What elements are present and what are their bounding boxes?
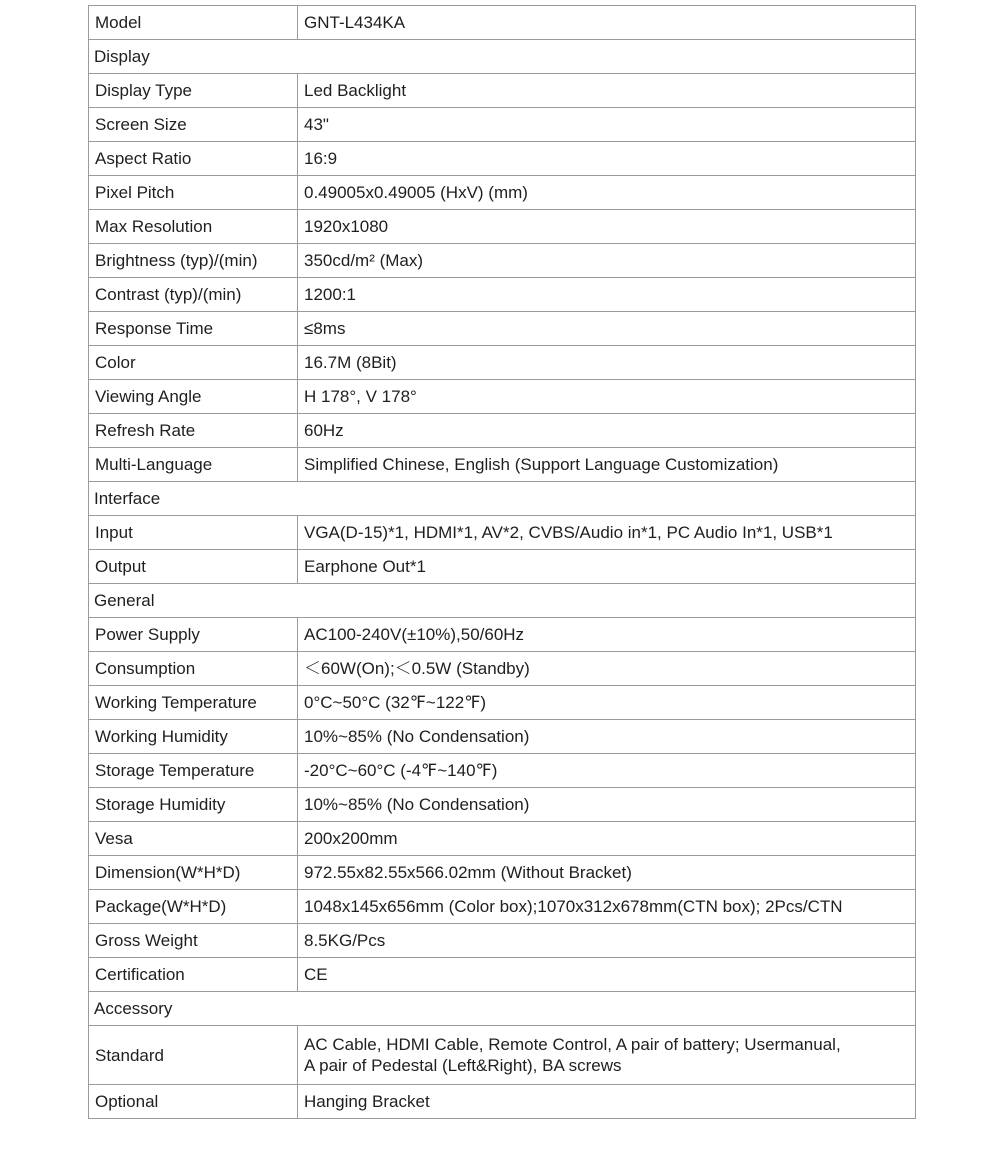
spec-label: Working Humidity — [89, 720, 298, 754]
table-row — [89, 618, 916, 652]
spec-value: Earphone Out*1 — [298, 550, 916, 584]
table-row — [89, 720, 916, 754]
section-heading: Display — [89, 40, 916, 74]
section-heading: Interface — [89, 482, 916, 516]
table-row — [89, 890, 916, 924]
table-row — [89, 244, 916, 278]
table-row — [89, 754, 916, 788]
spec-value-line: A pair of Pedestal (Left&Right), BA screws — [304, 1056, 622, 1075]
table-row — [89, 788, 916, 822]
spec-value: AC100-240V(±10%),50/60Hz — [298, 618, 916, 652]
spec-value: CE — [298, 958, 916, 992]
spec-value: 8.5KG/Pcs — [298, 924, 916, 958]
table-row — [89, 550, 916, 584]
spec-label: Gross Weight — [89, 924, 298, 958]
table-row — [89, 924, 916, 958]
spec-value: ＜60W(On);＜0.5W (Standby) — [298, 652, 916, 686]
spec-label: Refresh Rate — [89, 414, 298, 448]
spec-value: 1200:1 — [298, 278, 916, 312]
table-row — [89, 312, 916, 346]
table-row — [89, 6, 916, 40]
table-row — [89, 380, 916, 414]
table-row — [89, 176, 916, 210]
table-row — [89, 856, 916, 890]
spec-value: 16:9 — [298, 142, 916, 176]
spec-value: 10%~85% (No Condensation) — [298, 788, 916, 822]
spec-value: H 178°, V 178° — [298, 380, 916, 414]
spec-label: Color — [89, 346, 298, 380]
spec-value: 200x200mm — [298, 822, 916, 856]
spec-value: Simplified Chinese, English (Support Language Customization) — [298, 448, 916, 482]
spec-value-line: AC Cable, HDMI Cable, Remote Control, A pair of battery; Usermanual, — [304, 1035, 841, 1054]
spec-label: Package(W*H*D) — [89, 890, 298, 924]
spec-label: Dimension(W*H*D) — [89, 856, 298, 890]
spec-value: 350cd/m² (Max) — [298, 244, 916, 278]
spec-label: Viewing Angle — [89, 380, 298, 414]
table-row — [89, 958, 916, 992]
spec-value: GNT-L434KA — [298, 6, 916, 40]
spec-label: Response Time — [89, 312, 298, 346]
spec-value: Hanging Bracket — [298, 1085, 916, 1119]
spec-label: Screen Size — [89, 108, 298, 142]
table-row — [89, 108, 916, 142]
spec-value: 1048x145x656mm (Color box);1070x312x678mm(CTN box); 2Pcs/CTN — [298, 890, 916, 924]
spec-label: Max Resolution — [89, 210, 298, 244]
table-row — [89, 142, 916, 176]
spec-label: Optional — [89, 1085, 298, 1119]
spec-label: Multi-Language — [89, 448, 298, 482]
spec-label: Standard — [89, 1026, 298, 1085]
section-row — [89, 992, 916, 1026]
spec-value: Led Backlight — [298, 74, 916, 108]
table-row — [89, 516, 916, 550]
spec-label: Vesa — [89, 822, 298, 856]
spec-label: Contrast (typ)/(min) — [89, 278, 298, 312]
table-row — [89, 1026, 916, 1085]
spec-label: Certification — [89, 958, 298, 992]
spec-label: Working Temperature — [89, 686, 298, 720]
spec-value: 972.55x82.55x566.02mm (Without Bracket) — [298, 856, 916, 890]
section-row — [89, 482, 916, 516]
table-row — [89, 822, 916, 856]
spec-value: 1920x1080 — [298, 210, 916, 244]
spec-label: Output — [89, 550, 298, 584]
spec-label: Storage Temperature — [89, 754, 298, 788]
spec-label: Aspect Ratio — [89, 142, 298, 176]
table-row — [89, 346, 916, 380]
spec-value: 43" — [298, 108, 916, 142]
table-row — [89, 414, 916, 448]
spec-value — [298, 1026, 916, 1085]
table-row — [89, 278, 916, 312]
spec-label: Input — [89, 516, 298, 550]
spec-value: 16.7M (8Bit) — [298, 346, 916, 380]
spec-label: Pixel Pitch — [89, 176, 298, 210]
spec-value: 10%~85% (No Condensation) — [298, 720, 916, 754]
table-row — [89, 448, 916, 482]
spec-table — [88, 5, 916, 1119]
spec-value: -20°C~60°C (-4℉~140℉) — [298, 754, 916, 788]
spec-value: 60Hz — [298, 414, 916, 448]
section-heading: Accessory — [89, 992, 916, 1026]
table-row — [89, 652, 916, 686]
table-row — [89, 210, 916, 244]
spec-label: Model — [89, 6, 298, 40]
spec-label: Display Type — [89, 74, 298, 108]
spec-label: Brightness (typ)/(min) — [89, 244, 298, 278]
section-heading: General — [89, 584, 916, 618]
section-row — [89, 584, 916, 618]
spec-label: Consumption — [89, 652, 298, 686]
section-row — [89, 40, 916, 74]
spec-value: 0°C~50°C (32℉~122℉) — [298, 686, 916, 720]
spec-value: 0.49005x0.49005 (HxV) (mm) — [298, 176, 916, 210]
table-row — [89, 1085, 916, 1119]
table-row — [89, 686, 916, 720]
spec-label: Storage Humidity — [89, 788, 298, 822]
spec-value: VGA(D-15)*1, HDMI*1, AV*2, CVBS/Audio in*1, PC Audio In*1, USB*1 — [298, 516, 916, 550]
spec-value: ≤8ms — [298, 312, 916, 346]
table-row — [89, 74, 916, 108]
spec-label: Power Supply — [89, 618, 298, 652]
